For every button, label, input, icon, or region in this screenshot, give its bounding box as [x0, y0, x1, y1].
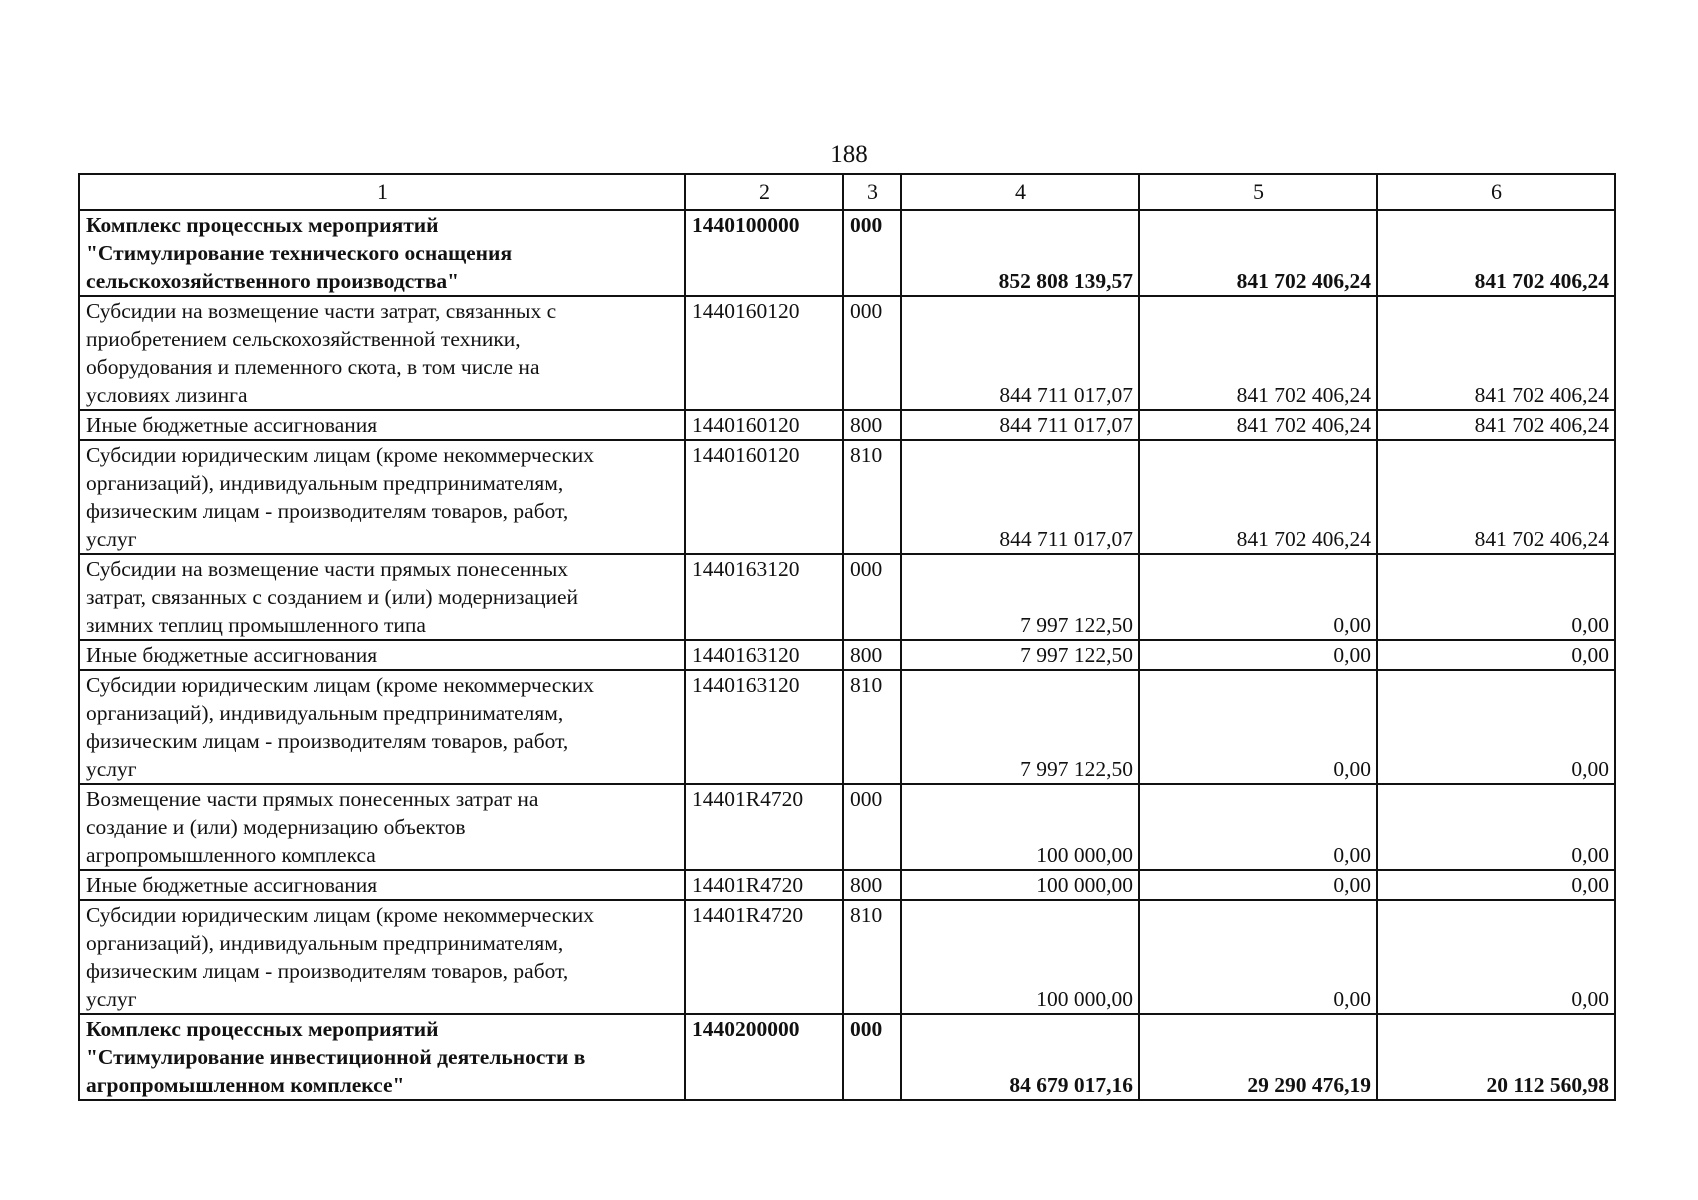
row-name-line: физическим лицам - производителям товаров, работ, [86, 499, 569, 523]
column-number-row [79, 174, 1615, 210]
row-amount-col5: 841 702 406,24 [1139, 440, 1377, 554]
row-name-line: Субсидии юридическим лицам (кроме некоммерческих [86, 673, 595, 697]
row-name-line: Комплекс процессных мероприятий [86, 1017, 439, 1041]
column-header: 6 [1377, 174, 1615, 210]
row-name-line: услуг [86, 527, 137, 551]
row-name-line: Иные бюджетные ассигнования [86, 873, 378, 897]
row-amount-col6: 841 702 406,24 [1377, 210, 1615, 296]
row-name-line: Субсидии на возмещение части прямых понесенных [86, 557, 569, 581]
row-name-line: зимних теплиц промышленного типа [86, 613, 426, 637]
row-name-line: условиях лизинга [86, 383, 248, 407]
row-name-line: "Стимулирование инвестиционной деятельности в [86, 1045, 586, 1069]
table-row [79, 210, 1615, 296]
row-name-line: Субсидии юридическим лицам (кроме некоммерческих [86, 903, 595, 927]
table-row [79, 554, 1615, 640]
row-name-line: "Стимулирование технического оснащения [86, 241, 513, 265]
row-name-line: Возмещение части прямых понесенных затрат на [86, 787, 539, 811]
row-amount-col4: 7 997 122,50 [901, 670, 1139, 784]
row-code: 14401R4720 [685, 784, 843, 870]
row-name [79, 784, 685, 870]
row-amount-col5: 0,00 [1139, 554, 1377, 640]
row-amount-col6: 0,00 [1377, 870, 1615, 900]
row-amount-col6: 841 702 406,24 [1377, 410, 1615, 440]
row-name [79, 1014, 685, 1100]
row-code: 1440160120 [685, 410, 843, 440]
row-expense-type: 000 [843, 1014, 901, 1100]
row-amount-col6: 841 702 406,24 [1377, 440, 1615, 554]
row-name [79, 440, 685, 554]
row-amount-col6: 20 112 560,98 [1377, 1014, 1615, 1100]
row-expense-type: 810 [843, 900, 901, 1014]
row-code: 1440100000 [685, 210, 843, 296]
row-code: 1440160120 [685, 440, 843, 554]
row-amount-col4: 844 711 017,07 [901, 410, 1139, 440]
budget-table [78, 173, 1616, 1101]
row-amount-col6: 0,00 [1377, 554, 1615, 640]
row-name [79, 210, 685, 296]
row-amount-col5: 0,00 [1139, 784, 1377, 870]
row-name-line: организаций), индивидуальным предпринимателям, [86, 701, 564, 725]
row-amount-col6: 841 702 406,24 [1377, 296, 1615, 410]
row-code: 1440163120 [685, 554, 843, 640]
row-name-line: физическим лицам - производителям товаров, работ, [86, 729, 569, 753]
row-code: 14401R4720 [685, 870, 843, 900]
row-amount-col6: 0,00 [1377, 784, 1615, 870]
column-header: 4 [901, 174, 1139, 210]
row-name-line: организаций), индивидуальным предпринимателям, [86, 471, 564, 495]
row-amount-col5: 841 702 406,24 [1139, 410, 1377, 440]
row-name [79, 670, 685, 784]
page-number: 188 [830, 141, 868, 168]
row-name [79, 410, 685, 440]
row-name-line: оборудования и племенного скота, в том числе на [86, 355, 540, 379]
row-amount-col5: 29 290 476,19 [1139, 1014, 1377, 1100]
row-name [79, 900, 685, 1014]
row-code: 1440163120 [685, 640, 843, 670]
row-amount-col4: 7 997 122,50 [901, 640, 1139, 670]
row-amount-col4: 844 711 017,07 [901, 440, 1139, 554]
row-name-line: приобретением сельскохозяйственной техники, [86, 327, 521, 351]
table-row [79, 640, 1615, 670]
row-amount-col5: 0,00 [1139, 900, 1377, 1014]
row-amount-col4: 7 997 122,50 [901, 554, 1139, 640]
row-expense-type: 000 [843, 296, 901, 410]
row-expense-type: 810 [843, 440, 901, 554]
row-name-line: физическим лицам - производителям товаров, работ, [86, 959, 569, 983]
row-expense-type: 000 [843, 210, 901, 296]
column-header: 1 [79, 174, 685, 210]
row-amount-col4: 100 000,00 [901, 870, 1139, 900]
table-row [79, 900, 1615, 1014]
table-row [79, 440, 1615, 554]
row-amount-col5: 0,00 [1139, 640, 1377, 670]
row-expense-type: 800 [843, 640, 901, 670]
table-row [79, 670, 1615, 784]
row-amount-col4: 84 679 017,16 [901, 1014, 1139, 1100]
column-header: 2 [685, 174, 843, 210]
row-name-line: затрат, связанных с созданием и (или) модернизацией [86, 585, 579, 609]
row-expense-type: 000 [843, 554, 901, 640]
row-expense-type: 800 [843, 410, 901, 440]
row-name-line: Субсидии на возмещение части затрат, связанных с [86, 299, 557, 323]
row-name-line: агропромышленном комплексе" [86, 1073, 405, 1097]
row-amount-col6: 0,00 [1377, 670, 1615, 784]
row-name-line: услуг [86, 987, 137, 1011]
row-expense-type: 800 [843, 870, 901, 900]
row-code: 1440200000 [685, 1014, 843, 1100]
row-name-line: агропромышленного комплекса [86, 843, 376, 867]
row-code: 1440163120 [685, 670, 843, 784]
row-amount-col4: 844 711 017,07 [901, 296, 1139, 410]
row-name-line: сельскохозяйственного производства" [86, 269, 460, 293]
table-row [79, 784, 1615, 870]
row-name-line: услуг [86, 757, 137, 781]
row-amount-col5: 841 702 406,24 [1139, 296, 1377, 410]
row-name [79, 870, 685, 900]
row-name-line: Иные бюджетные ассигнования [86, 413, 378, 437]
row-name [79, 554, 685, 640]
table-row [79, 296, 1615, 410]
row-name-line: организаций), индивидуальным предпринимателям, [86, 931, 564, 955]
row-name-line: Иные бюджетные ассигнования [86, 643, 378, 667]
column-header: 3 [843, 174, 901, 210]
row-amount-col6: 0,00 [1377, 640, 1615, 670]
row-amount-col5: 841 702 406,24 [1139, 210, 1377, 296]
row-name [79, 296, 685, 410]
row-amount-col4: 100 000,00 [901, 784, 1139, 870]
row-code: 1440160120 [685, 296, 843, 410]
row-name-line: создание и (или) модернизацию объектов [86, 815, 466, 839]
row-name [79, 640, 685, 670]
table-row [79, 410, 1615, 440]
table-row [79, 1014, 1615, 1100]
row-expense-type: 810 [843, 670, 901, 784]
row-amount-col6: 0,00 [1377, 900, 1615, 1014]
table-row [79, 870, 1615, 900]
row-amount-col4: 852 808 139,57 [901, 210, 1139, 296]
row-amount-col4: 100 000,00 [901, 900, 1139, 1014]
column-header: 5 [1139, 174, 1377, 210]
row-expense-type: 000 [843, 784, 901, 870]
row-amount-col5: 0,00 [1139, 870, 1377, 900]
row-name-line: Субсидии юридическим лицам (кроме некоммерческих [86, 443, 595, 467]
row-amount-col5: 0,00 [1139, 670, 1377, 784]
row-name-line: Комплекс процессных мероприятий [86, 213, 439, 237]
row-code: 14401R4720 [685, 900, 843, 1014]
